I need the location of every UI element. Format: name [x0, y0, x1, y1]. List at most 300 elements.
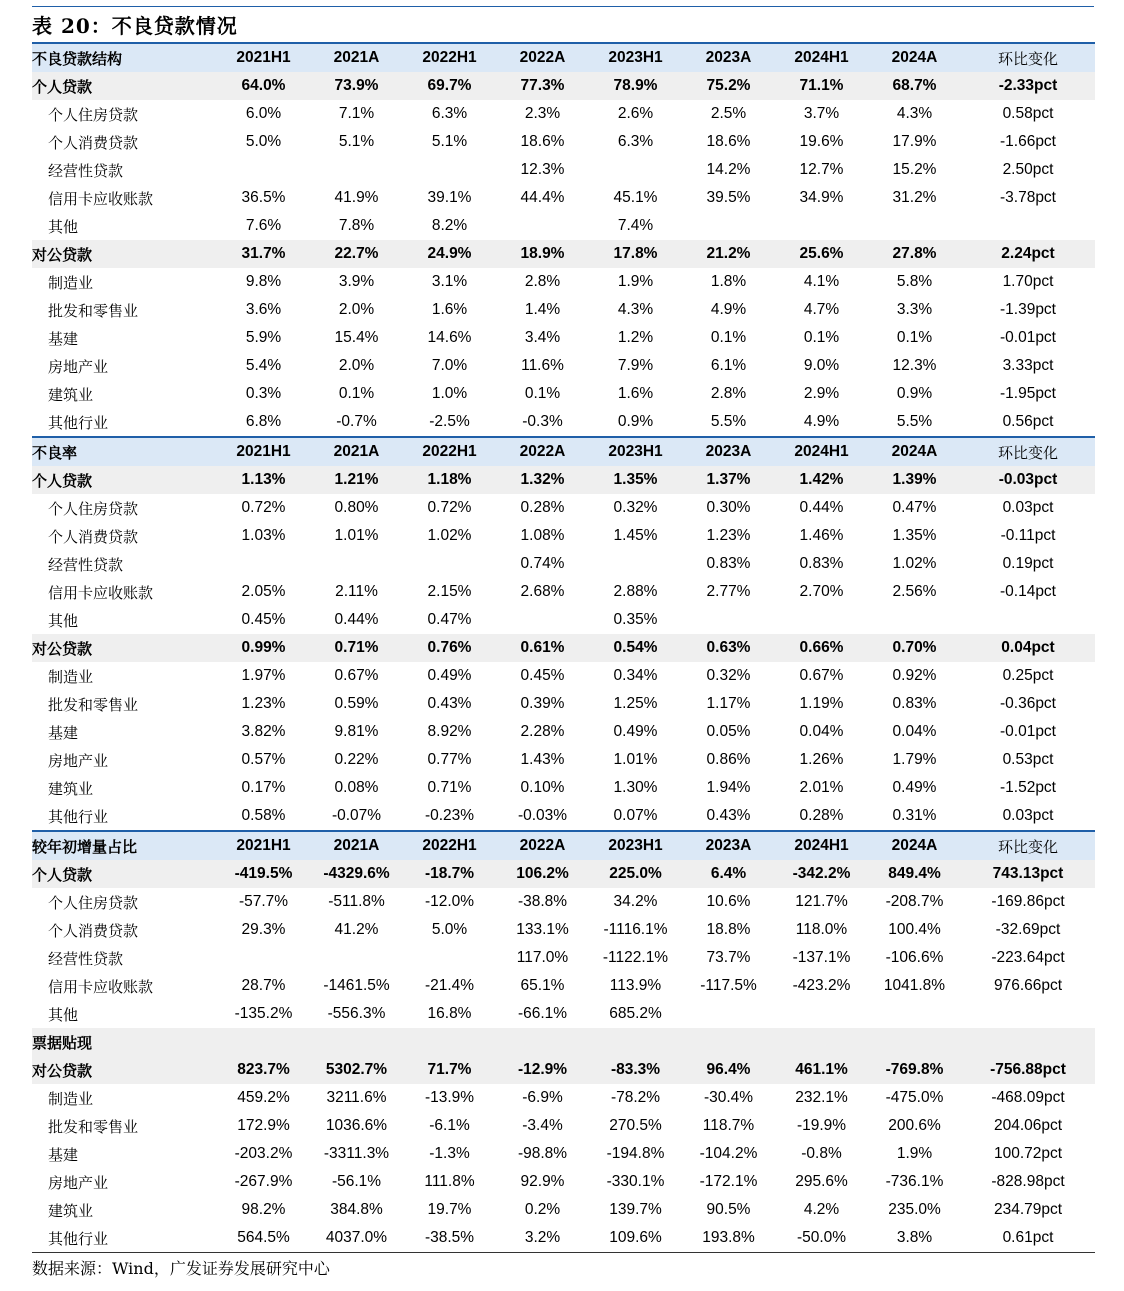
row-label: 票据贴现 — [32, 1028, 217, 1056]
table-cell: -0.07% — [331, 807, 382, 824]
table-cell: -12.0% — [424, 893, 475, 910]
table-cell: 2.15% — [427, 583, 472, 600]
table-cell: 2.01% — [799, 779, 844, 796]
table-cell — [496, 606, 589, 634]
row-label: 房地产业 — [48, 357, 109, 376]
row-label: 制造业 — [48, 273, 94, 292]
row-label: 不良率 — [32, 437, 217, 466]
table-cell: 24.9% — [403, 240, 496, 268]
table-cell — [310, 944, 403, 972]
table-cell: -32.69pct — [995, 921, 1061, 938]
table-cell: 18.8% — [706, 921, 751, 938]
table-body — [32, 43, 1095, 1253]
table-cell: 4.3% — [617, 301, 654, 318]
table-cell: 68.7% — [868, 72, 961, 100]
table-cell: -769.8% — [868, 1056, 961, 1084]
table-cell: 10.6% — [706, 893, 751, 910]
column-header: 2024A — [868, 43, 961, 72]
table-cell: 78.9% — [589, 72, 682, 100]
table-cell: 0.71% — [310, 634, 403, 662]
group-row — [32, 1028, 1095, 1056]
table-cell: 2.0% — [338, 357, 375, 374]
table-cell: 3.9% — [338, 273, 375, 290]
table-cell: -0.36pct — [999, 695, 1056, 712]
table-cell: 0.9% — [617, 413, 654, 430]
table-cell: -203.2% — [234, 1145, 293, 1162]
table-cell: 0.76% — [403, 634, 496, 662]
table-cell: 22.7% — [310, 240, 403, 268]
table-cell — [775, 1000, 868, 1028]
table-cell: 41.9% — [334, 189, 379, 206]
table-cell: 1.35% — [589, 466, 682, 494]
table-cell — [682, 606, 775, 634]
row-label: 建筑业 — [48, 779, 94, 798]
table-cell: 0.1% — [524, 385, 561, 402]
table-cell: 12.3% — [520, 161, 565, 178]
table-row — [32, 128, 1095, 156]
table-cell: -3.78pct — [999, 189, 1056, 206]
table-cell: 193.8% — [682, 1224, 775, 1253]
table-cell: 0.45% — [241, 611, 286, 628]
table-cell: 0.25pct — [1002, 667, 1054, 684]
table-cell: 3211.6% — [326, 1089, 387, 1106]
table-cell: -267.9% — [234, 1173, 293, 1190]
table-cell: -57.7% — [238, 893, 289, 910]
row-label: 对公贷款 — [32, 1056, 217, 1084]
table-row — [32, 1140, 1095, 1168]
table-cell: 7.0% — [431, 357, 468, 374]
table-cell: 1.45% — [613, 527, 658, 544]
table-row — [32, 1084, 1095, 1112]
table-cell: 0.19pct — [1002, 555, 1054, 572]
table-cell: 1.70pct — [1002, 273, 1054, 290]
table-row — [32, 212, 1095, 240]
table-cell: 4.7% — [803, 301, 840, 318]
table-cell — [868, 1000, 961, 1028]
table-cell: -6.1% — [429, 1117, 470, 1134]
table-cell: 232.1% — [795, 1089, 848, 1106]
table-cell: 1.8% — [710, 273, 747, 290]
table-cell: 172.9% — [237, 1117, 290, 1134]
table-cell — [589, 1028, 682, 1056]
data-source: 数据来源：Wind，广发证券发展研究中心 — [32, 1259, 330, 1278]
table-cell: -468.09pct — [991, 1089, 1065, 1106]
table-cell: 1.18% — [403, 466, 496, 494]
table-row — [32, 408, 1095, 437]
table-cell: 41.2% — [334, 921, 379, 938]
table-row — [32, 944, 1095, 972]
table-cell: 564.5% — [217, 1224, 310, 1253]
column-header: 2023A — [682, 43, 775, 72]
table-cell: 0.28% — [520, 499, 565, 516]
table-cell: 0.66% — [775, 634, 868, 662]
table-cell — [217, 550, 310, 578]
table-row — [32, 494, 1095, 522]
table-cell: -1461.5% — [323, 977, 390, 994]
group-row — [32, 860, 1095, 888]
table-cell: 0.67% — [334, 667, 379, 684]
table-cell: 1.23% — [241, 695, 286, 712]
row-label: 信用卡应收账款 — [48, 977, 154, 996]
table-cell: -2.33pct — [961, 72, 1095, 100]
table-cell: -0.03pct — [961, 466, 1095, 494]
table-cell: 0.43% — [706, 807, 751, 824]
table-row — [32, 100, 1095, 128]
table-row — [32, 578, 1095, 606]
row-label: 基建 — [48, 1145, 79, 1164]
row-label: 个人住房贷款 — [48, 893, 139, 912]
table-cell: -1116.1% — [603, 921, 668, 938]
table-cell: 0.05% — [706, 723, 751, 740]
group-row — [32, 634, 1095, 662]
table-cell: 31.7% — [217, 240, 310, 268]
table-cell: 106.2% — [496, 860, 589, 888]
table-cell: 3.33pct — [1002, 357, 1054, 374]
table-cell: -19.9% — [796, 1117, 847, 1134]
table-cell: 0.28% — [799, 807, 844, 824]
table-cell: 34.9% — [799, 189, 844, 206]
table-cell — [403, 1028, 496, 1056]
table-row — [32, 522, 1095, 550]
table-cell: 0.49% — [427, 667, 472, 684]
table-cell: 18.9% — [496, 240, 589, 268]
table-cell: 118.7% — [702, 1117, 755, 1134]
table-cell: 34.2% — [613, 893, 658, 910]
table-row — [32, 802, 1095, 831]
table-cell: 234.79pct — [993, 1201, 1063, 1218]
table-cell: 384.8% — [330, 1201, 383, 1218]
table-cell: 14.6% — [427, 329, 472, 346]
table-cell: 0.1% — [896, 329, 933, 346]
row-label: 个人贷款 — [32, 860, 217, 888]
row-label: 个人消费贷款 — [48, 133, 139, 152]
table-cell: 1.21% — [310, 466, 403, 494]
table-cell: 100.72pct — [993, 1145, 1063, 1162]
table-cell: -12.9% — [496, 1056, 589, 1084]
group-row — [32, 1056, 1095, 1084]
table-cell: 14.2% — [706, 161, 751, 178]
table-cell: 1.43% — [520, 751, 565, 768]
table-cell: 2.8% — [710, 385, 747, 402]
table-cell: 2.77% — [706, 583, 751, 600]
row-label: 其他 — [48, 611, 79, 630]
table-cell — [496, 212, 589, 240]
table-cell: -0.01pct — [999, 723, 1056, 740]
table-cell: 0.71% — [427, 779, 472, 796]
table-cell: 12.3% — [892, 357, 937, 374]
table-cell: 743.13pct — [961, 860, 1095, 888]
table-cell: -13.9% — [424, 1089, 475, 1106]
table-cell: 39.1% — [427, 189, 472, 206]
table-cell: -0.3% — [522, 413, 563, 430]
table-cell: -828.98pct — [991, 1173, 1065, 1190]
table-row — [32, 184, 1095, 212]
table-cell — [310, 156, 403, 184]
table-cell: -0.01pct — [999, 329, 1056, 346]
column-header: 2024A — [868, 831, 961, 860]
column-header: 2021H1 — [217, 831, 310, 860]
table-cell: 1.46% — [799, 527, 844, 544]
column-header: 2023H1 — [589, 831, 682, 860]
table-cell: 3.82% — [241, 723, 286, 740]
table-cell: 1.94% — [706, 779, 751, 796]
table-cell — [868, 1028, 961, 1056]
column-header: 2023H1 — [589, 43, 682, 72]
table-cell — [217, 1028, 310, 1056]
table-cell: 0.47% — [427, 611, 472, 628]
table-cell — [868, 212, 961, 240]
row-label: 经营性贷款 — [48, 949, 124, 968]
table-cell: 19.6% — [799, 133, 844, 150]
column-header: 2024A — [868, 437, 961, 466]
table-row — [32, 916, 1095, 944]
table-cell: 28.7% — [241, 977, 286, 994]
table-row — [32, 774, 1095, 802]
table-cell — [775, 212, 868, 240]
table-cell: 8.92% — [427, 723, 472, 740]
top-rule — [32, 6, 1094, 7]
row-label: 基建 — [48, 329, 79, 348]
section-header-row — [32, 437, 1095, 466]
table-cell: -50.0% — [775, 1224, 868, 1253]
table-cell: 0.61pct — [961, 1224, 1095, 1253]
table-cell: -475.0% — [885, 1089, 944, 1106]
table-cell: 0.17% — [241, 779, 286, 796]
table-row — [32, 380, 1095, 408]
table-cell: 1.13% — [217, 466, 310, 494]
table-cell: -38.5% — [403, 1224, 496, 1253]
column-header: 2022A — [496, 437, 589, 466]
table-cell: 459.2% — [237, 1089, 290, 1106]
table-cell: 1.25% — [613, 695, 658, 712]
table-row — [32, 746, 1095, 774]
table-cell: 21.2% — [682, 240, 775, 268]
table-cell: 1.39% — [868, 466, 961, 494]
table-cell: 0.67% — [799, 667, 844, 684]
table-cell: 1.01% — [613, 751, 658, 768]
table-cell: 2.8% — [524, 273, 561, 290]
table-cell: 0.47% — [892, 499, 937, 516]
table-cell: -423.2% — [792, 977, 851, 994]
table-cell: 0.07% — [613, 807, 658, 824]
row-label: 房地产业 — [48, 751, 109, 770]
table-cell: 0.03pct — [1002, 499, 1054, 516]
table-cell: 0.99% — [217, 634, 310, 662]
table-cell: 5.5% — [710, 413, 747, 430]
table-cell: 7.1% — [338, 105, 375, 122]
table-cell: 0.34% — [613, 667, 658, 684]
table-cell: 2.9% — [803, 385, 840, 402]
table-cell — [682, 1028, 775, 1056]
table-cell: -330.1% — [606, 1173, 665, 1190]
table-cell: 0.80% — [334, 499, 379, 516]
table-cell: 0.9% — [896, 385, 933, 402]
table-cell: -56.1% — [331, 1173, 382, 1190]
table-cell: -1.52pct — [999, 779, 1056, 796]
table-cell: 96.4% — [682, 1056, 775, 1084]
table-cell: 139.7% — [609, 1201, 662, 1218]
table-cell: -4329.6% — [310, 860, 403, 888]
table-cell: 71.7% — [403, 1056, 496, 1084]
table-cell: 0.58% — [241, 807, 286, 824]
table-cell: 4.9% — [710, 301, 747, 318]
column-header: 2021H1 — [217, 437, 310, 466]
table-row — [32, 324, 1095, 352]
table-cell: 0.1% — [338, 385, 375, 402]
table-cell: -104.2% — [699, 1145, 758, 1162]
table-cell: 1.03% — [241, 527, 286, 544]
table-cell: -98.8% — [517, 1145, 568, 1162]
table-cell: 200.6% — [888, 1117, 941, 1134]
table-cell: 16.8% — [427, 1005, 472, 1022]
column-header: 2023A — [682, 437, 775, 466]
table-cell — [961, 1000, 1095, 1028]
table-cell: 133.1% — [516, 921, 569, 938]
table-cell: -21.4% — [424, 977, 475, 994]
table-cell: 3.4% — [524, 329, 561, 346]
row-label: 建筑业 — [48, 1201, 94, 1220]
group-row — [32, 72, 1095, 100]
table-cell: 0.44% — [799, 499, 844, 516]
table-cell: 0.04pct — [961, 634, 1095, 662]
column-header: 2021A — [310, 831, 403, 860]
table-cell: 0.04% — [892, 723, 937, 740]
table-cell: 3.2% — [496, 1224, 589, 1253]
row-label: 制造业 — [48, 1089, 94, 1108]
row-label: 其他 — [48, 1005, 79, 1024]
table-cell: 0.70% — [868, 634, 961, 662]
table-cell — [496, 1028, 589, 1056]
table-cell: 1.19% — [799, 695, 844, 712]
table-cell: -223.64pct — [991, 949, 1065, 966]
table-cell: 2.70% — [799, 583, 844, 600]
table-cell: 4037.0% — [310, 1224, 403, 1253]
table-cell: 0.08% — [334, 779, 379, 796]
table-cell: 75.2% — [682, 72, 775, 100]
table-cell: 6.3% — [617, 133, 654, 150]
table-cell — [961, 606, 1095, 634]
group-row — [32, 466, 1095, 494]
table-cell — [403, 156, 496, 184]
row-label: 个人贷款 — [32, 72, 217, 100]
table-cell: 3.1% — [431, 273, 468, 290]
table-cell: 9.0% — [803, 357, 840, 374]
table-cell: 0.86% — [706, 751, 751, 768]
table-cell: 45.1% — [613, 189, 658, 206]
table-cell: 0.35% — [613, 611, 658, 628]
table-cell: 71.1% — [775, 72, 868, 100]
table-cell: -556.3% — [327, 1005, 386, 1022]
table-cell — [868, 606, 961, 634]
table-cell: 4.2% — [803, 1201, 840, 1218]
table-cell: 90.5% — [706, 1201, 751, 1218]
column-header: 2022H1 — [403, 831, 496, 860]
table-row — [32, 1168, 1095, 1196]
column-header: 环比变化 — [961, 831, 1095, 860]
column-header: 2023H1 — [589, 437, 682, 466]
table-cell: -2.5% — [429, 413, 470, 430]
table-cell: 5.8% — [896, 273, 933, 290]
table-cell: 1.42% — [775, 466, 868, 494]
column-header: 环比变化 — [961, 43, 1095, 72]
table-cell: 44.4% — [520, 189, 565, 206]
table-cell: 0.04% — [799, 723, 844, 740]
table-cell: 0.74% — [520, 555, 565, 572]
table-cell: -1.39pct — [999, 301, 1056, 318]
table-cell: 0.59% — [334, 695, 379, 712]
column-header: 2024H1 — [775, 43, 868, 72]
table-row — [32, 550, 1095, 578]
table-cell: 0.44% — [334, 611, 379, 628]
table-cell: 111.8% — [424, 1173, 475, 1190]
table-cell: 2.0% — [338, 301, 375, 318]
table-cell: 31.2% — [892, 189, 937, 206]
table-cell: -3.4% — [522, 1117, 563, 1134]
table-cell: 2.28% — [520, 723, 565, 740]
table-cell: 270.5% — [609, 1117, 662, 1134]
table-row — [32, 662, 1095, 690]
table-cell: 98.2% — [241, 1201, 286, 1218]
table-cell — [589, 156, 682, 184]
table-cell: 77.3% — [496, 72, 589, 100]
table-cell: -1.95pct — [999, 385, 1056, 402]
table-cell: 5.9% — [245, 329, 282, 346]
table-cell: 823.7% — [217, 1056, 310, 1084]
table-cell: -0.11pct — [1000, 527, 1056, 544]
table-cell: 0.32% — [613, 499, 658, 516]
table-cell: 1.37% — [682, 466, 775, 494]
row-label: 批发和零售业 — [48, 1117, 139, 1136]
table-row — [32, 268, 1095, 296]
table-cell: -78.2% — [610, 1089, 661, 1106]
table-cell: 36.5% — [241, 189, 286, 206]
table-cell: 0.43% — [427, 695, 472, 712]
table-cell: 5.5% — [896, 413, 933, 430]
table-cell: 1.9% — [617, 273, 654, 290]
group-row — [32, 240, 1095, 268]
table-cell: 17.8% — [589, 240, 682, 268]
table-cell: 2.11% — [335, 583, 378, 600]
table-cell: -736.1% — [885, 1173, 944, 1190]
row-label: 其他行业 — [48, 413, 109, 432]
table-cell: -135.2% — [234, 1005, 293, 1022]
table-cell: 0.53pct — [1002, 751, 1054, 768]
table-cell: 7.8% — [338, 217, 375, 234]
table-cell: 0.49% — [613, 723, 658, 740]
table-cell: 976.66pct — [993, 977, 1063, 994]
table-cell: -106.6% — [885, 949, 944, 966]
table-cell: 0.03pct — [1002, 807, 1054, 824]
table-cell: 1.79% — [892, 751, 937, 768]
column-header: 2022A — [496, 43, 589, 72]
table-cell: 5.0% — [431, 921, 468, 938]
table-cell — [682, 1000, 775, 1028]
column-header: 2022H1 — [403, 437, 496, 466]
table-cell: 1.0% — [431, 385, 468, 402]
table-cell — [961, 212, 1095, 240]
row-label: 其他行业 — [32, 1224, 217, 1253]
table-cell: 1.23% — [706, 527, 751, 544]
table-cell: -30.4% — [703, 1089, 754, 1106]
table-cell — [589, 550, 682, 578]
table-title: 表 20：不良贷款情况 — [32, 14, 238, 38]
table-cell: -0.7% — [336, 413, 377, 430]
table-cell: 8.2% — [431, 217, 468, 234]
row-label: 较年初增量占比 — [32, 831, 217, 860]
table-cell: 113.9% — [609, 977, 662, 994]
table-cell: 6.1% — [710, 357, 747, 374]
section-header-row — [32, 43, 1095, 72]
